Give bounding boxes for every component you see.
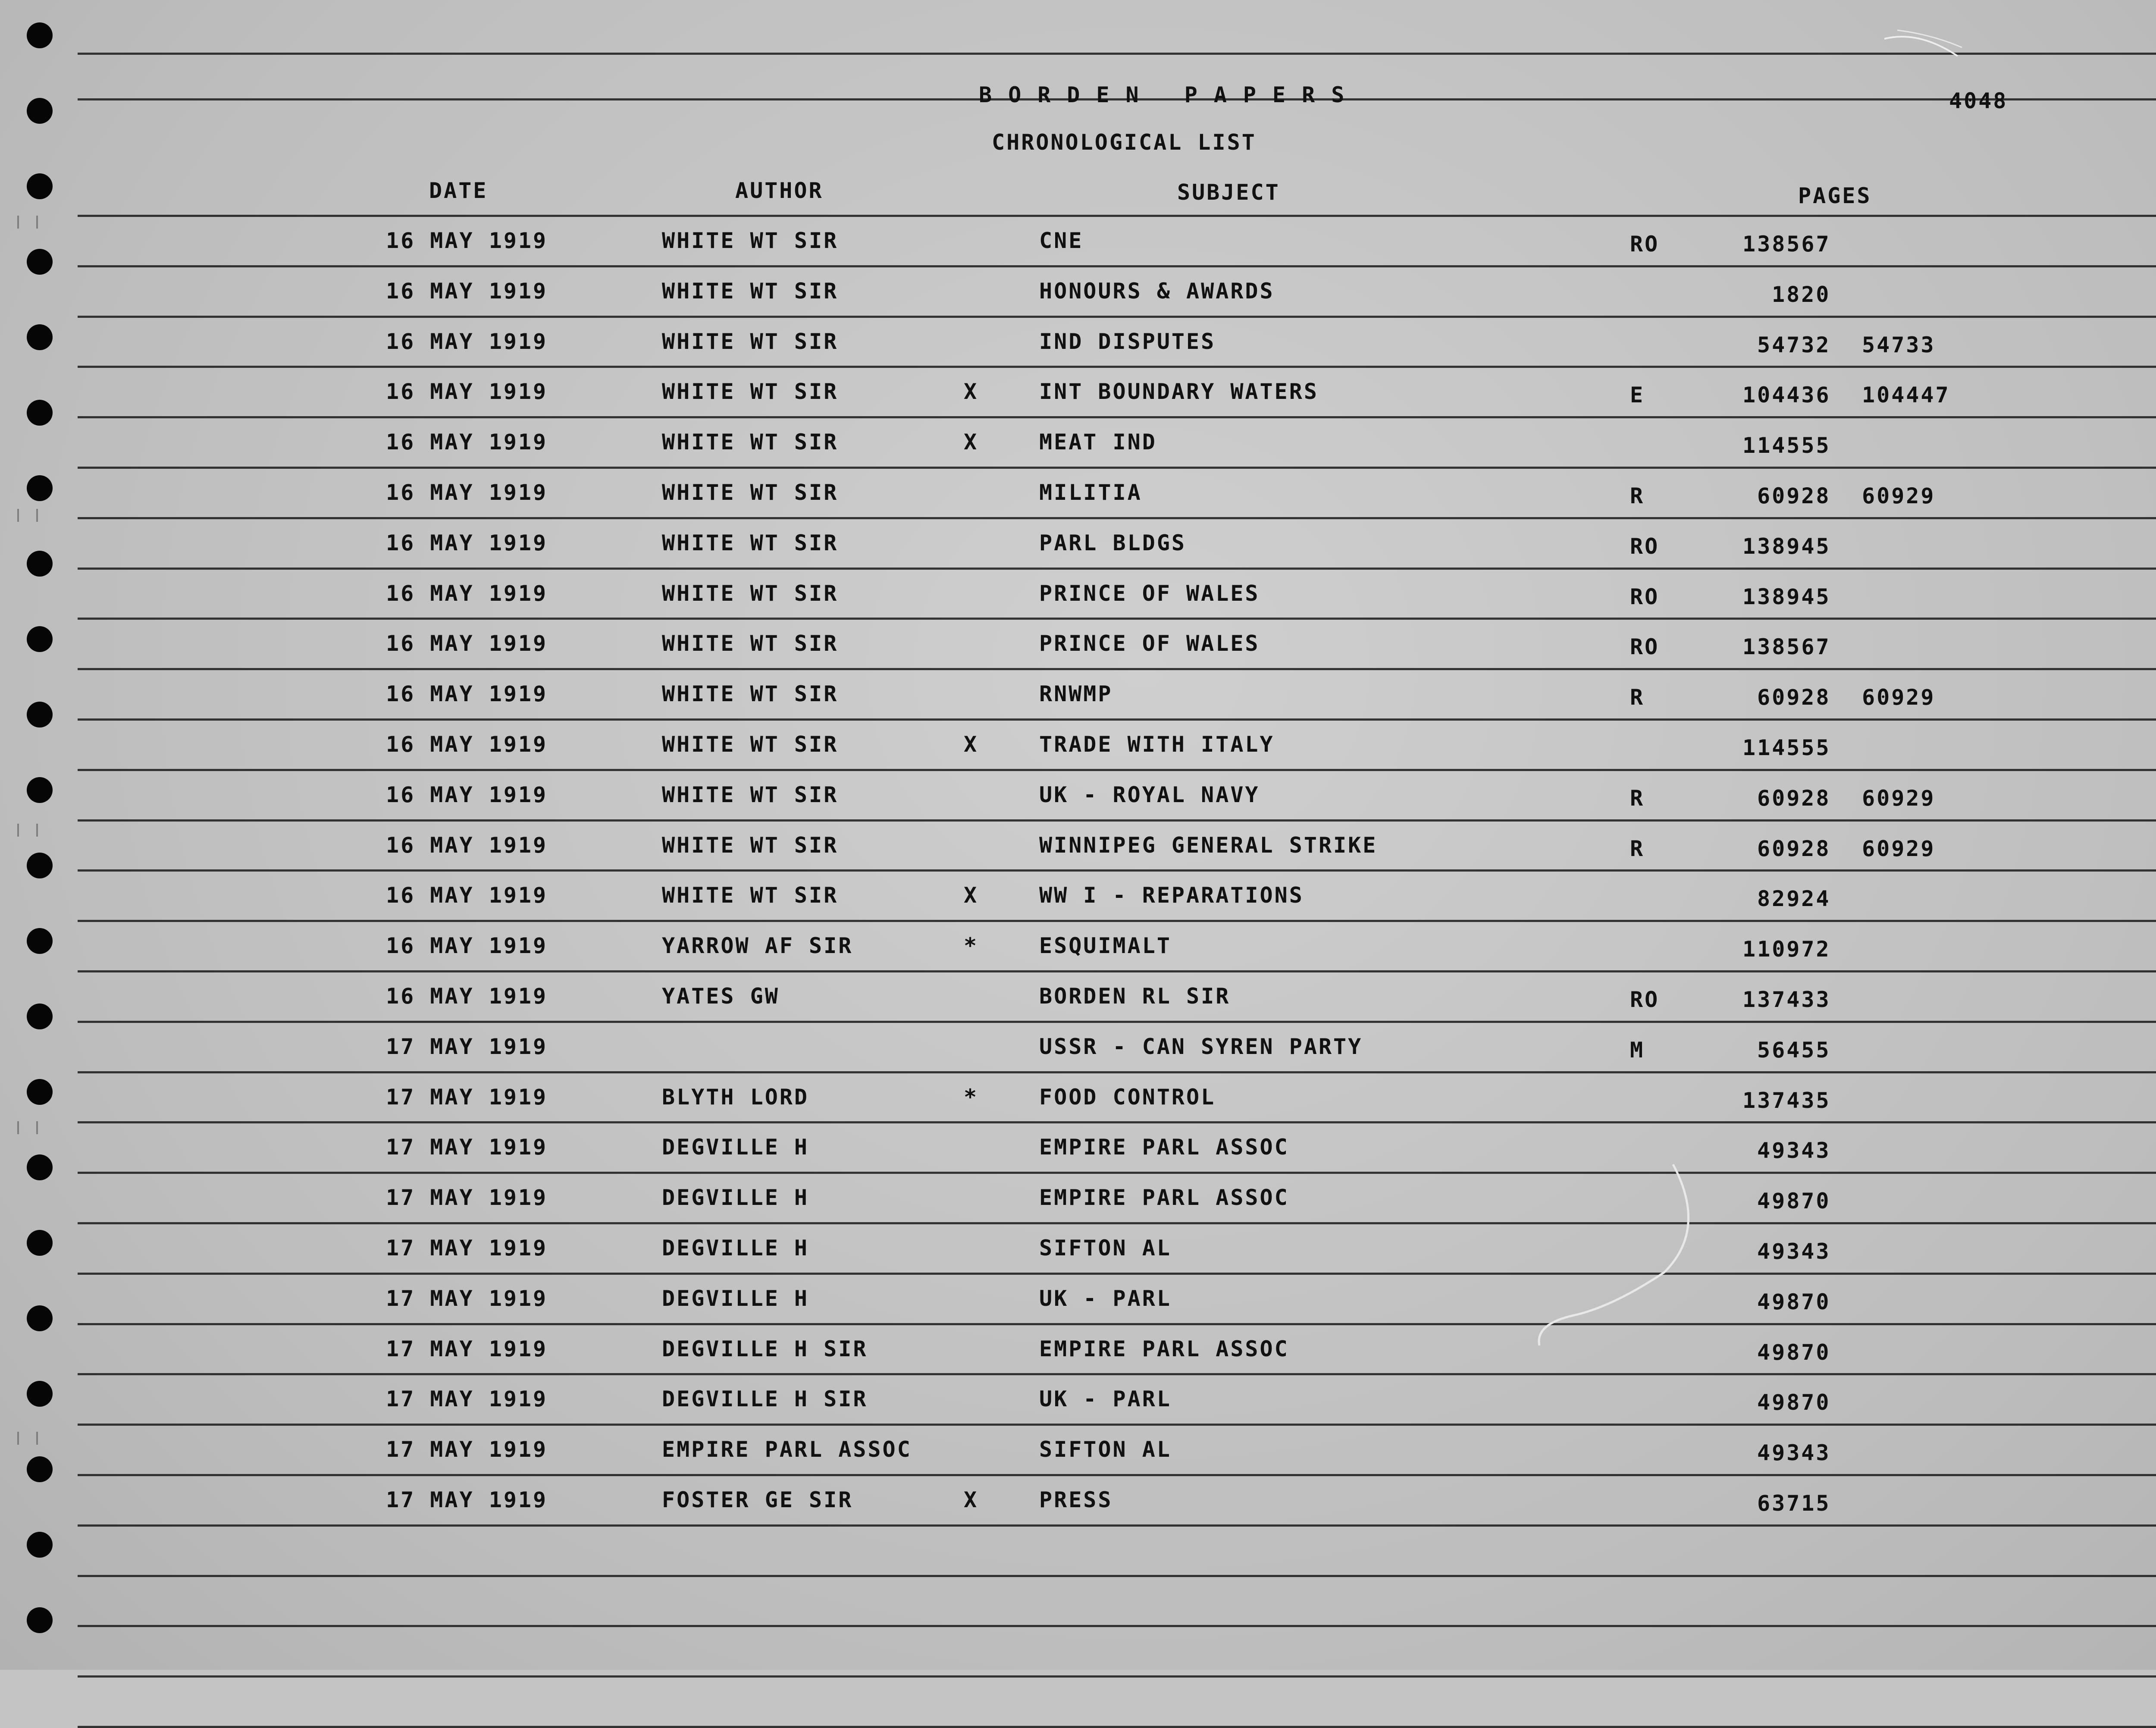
subject-cell: SIFTON AL <box>1039 1236 1172 1261</box>
author-cell: WHITE WT SIR <box>662 530 839 555</box>
mark-cell: X <box>964 1487 979 1512</box>
ruled-line <box>78 265 2156 267</box>
page-cell: 114555 <box>1742 433 1831 458</box>
subject-cell: WW I - REPARATIONS <box>1039 883 1304 908</box>
mark-cell: X <box>964 379 979 404</box>
author-cell: DEGVILLE H <box>662 1236 809 1261</box>
subject-cell: PRINCE OF WALES <box>1039 631 1260 656</box>
page-cell: 110972 <box>1742 937 1831 962</box>
code-cell: E <box>1630 383 1645 408</box>
author-cell: FOSTER GE SIR <box>662 1487 853 1512</box>
page-cell: 60929 <box>1862 483 1936 508</box>
mark-cell: X <box>964 883 979 908</box>
date-cell: 17 MAY 1919 <box>386 1236 548 1261</box>
ruled-line <box>78 769 2156 771</box>
date-cell: 17 MAY 1919 <box>386 1437 548 1462</box>
page-cell: 60929 <box>1862 836 1936 861</box>
subject-cell: TRADE WITH ITALY <box>1039 732 1275 757</box>
date-cell: 17 MAY 1919 <box>386 1185 548 1210</box>
ruled-line <box>78 53 2156 55</box>
feed-hole <box>27 1154 53 1180</box>
author-cell: DEGVILLE H <box>662 1185 809 1210</box>
perforation-mark <box>17 1432 38 1445</box>
page-cell: 49870 <box>1757 1340 1831 1365</box>
author-cell: DEGVILLE H <box>662 1135 809 1160</box>
date-cell: 17 MAY 1919 <box>386 1034 548 1059</box>
date-cell: 17 MAY 1919 <box>386 1085 548 1110</box>
page-title: BORDEN PAPERS <box>979 82 1361 107</box>
ruled-line <box>78 1474 2156 1476</box>
code-cell: RO <box>1630 534 1660 559</box>
mark-cell: X <box>964 732 979 757</box>
feed-hole <box>27 1004 53 1029</box>
ruled-line <box>78 1323 2156 1325</box>
author-cell: EMPIRE PARL ASSOC <box>662 1437 912 1462</box>
code-cell: RO <box>1630 232 1660 257</box>
author-cell: WHITE WT SIR <box>662 732 839 757</box>
feed-hole <box>27 1607 53 1633</box>
page-cell: 138567 <box>1742 232 1831 257</box>
author-cell: WHITE WT SIR <box>662 480 839 505</box>
subject-cell: CNE <box>1039 228 1084 253</box>
mark-cell: * <box>964 1085 979 1110</box>
subject-cell: EMPIRE PARL ASSOC <box>1039 1135 1289 1160</box>
list-subtitle: CHRONOLOGICAL LIST <box>992 130 1257 155</box>
perforation-mark <box>17 509 38 522</box>
author-cell: YATES GW <box>662 984 780 1009</box>
page-cell: 60929 <box>1862 685 1936 710</box>
page-cell: 49343 <box>1757 1239 1831 1264</box>
subject-cell: INT BOUNDARY WATERS <box>1039 379 1319 404</box>
page-cell: 104447 <box>1862 383 1950 408</box>
code-cell: R <box>1630 836 1645 861</box>
page-cell: 49870 <box>1757 1189 1831 1214</box>
ruled-line <box>78 1524 2156 1527</box>
page-cell: 1820 <box>1772 282 1831 307</box>
code-cell: R <box>1630 685 1645 710</box>
date-cell: 16 MAY 1919 <box>386 883 548 908</box>
ruled-line <box>78 1172 2156 1174</box>
subject-cell: EMPIRE PARL ASSOC <box>1039 1185 1289 1210</box>
ruled-line <box>78 1675 2156 1678</box>
ruled-line <box>78 618 2156 620</box>
code-cell: R <box>1630 786 1645 811</box>
subject-cell: MEAT IND <box>1039 430 1157 455</box>
subject-cell: PARL BLDGS <box>1039 530 1187 555</box>
ruled-line <box>78 1726 2156 1728</box>
feed-hole <box>27 400 53 426</box>
subject-cell: FOOD CONTROL <box>1039 1085 1216 1110</box>
page-cell: 63715 <box>1757 1491 1831 1516</box>
date-cell: 16 MAY 1919 <box>386 480 548 505</box>
mark-cell: * <box>964 933 979 958</box>
page-cell: 138567 <box>1742 634 1831 659</box>
ruled-line <box>78 970 2156 972</box>
page-cell: 60929 <box>1862 786 1936 811</box>
date-cell: 16 MAY 1919 <box>386 732 548 757</box>
page-cell: 60928 <box>1757 483 1831 508</box>
subject-cell: SIFTON AL <box>1039 1437 1172 1462</box>
page-cell: 49870 <box>1757 1289 1831 1314</box>
feed-hole <box>27 22 53 48</box>
ruled-line <box>78 366 2156 368</box>
date-cell: 17 MAY 1919 <box>386 1386 548 1411</box>
code-cell: RO <box>1630 634 1660 659</box>
ruled-line <box>78 416 2156 418</box>
feed-hole <box>27 1456 53 1482</box>
author-cell: WHITE WT SIR <box>662 681 839 706</box>
subject-cell: UK - PARL <box>1039 1286 1172 1311</box>
ruled-line <box>78 467 2156 469</box>
feed-hole <box>27 853 53 878</box>
code-cell: R <box>1630 483 1645 508</box>
date-cell: 16 MAY 1919 <box>386 681 548 706</box>
feed-hole <box>27 1381 53 1407</box>
feed-hole <box>27 1532 53 1558</box>
subject-cell: PRINCE OF WALES <box>1039 581 1260 606</box>
author-cell: DEGVILLE H <box>662 1286 809 1311</box>
date-cell: 17 MAY 1919 <box>386 1487 548 1512</box>
page-cell: 60928 <box>1757 685 1831 710</box>
ruled-line <box>78 316 2156 318</box>
author-cell: WHITE WT SIR <box>662 782 839 807</box>
mark-cell: X <box>964 430 979 455</box>
perforation-mark <box>17 824 38 837</box>
page-cell: 54733 <box>1862 332 1936 358</box>
page-cell: 49343 <box>1757 1440 1831 1465</box>
author-cell: WHITE WT SIR <box>662 430 839 455</box>
feed-hole <box>27 928 53 954</box>
feed-hole <box>27 1079 53 1105</box>
feed-hole <box>27 475 53 501</box>
ruled-line <box>78 1424 2156 1426</box>
page-cell: 56455 <box>1757 1038 1831 1063</box>
page-cell: 138945 <box>1742 584 1831 609</box>
ruled-line <box>78 1373 2156 1375</box>
author-cell: WHITE WT SIR <box>662 379 839 404</box>
ruled-line <box>78 1071 2156 1073</box>
feed-hole <box>27 98 53 124</box>
column-header-pages: PAGES <box>1798 183 1872 208</box>
author-cell: WHITE WT SIR <box>662 228 839 253</box>
page-cell: 137433 <box>1742 987 1831 1012</box>
page-cell: 49870 <box>1757 1390 1831 1415</box>
page-cell: 60928 <box>1757 786 1831 811</box>
date-cell: 16 MAY 1919 <box>386 329 548 354</box>
feed-hole <box>27 551 53 577</box>
page-cell: 104436 <box>1742 383 1831 408</box>
author-cell: BLYTH LORD <box>662 1085 809 1110</box>
date-cell: 17 MAY 1919 <box>386 1135 548 1160</box>
date-cell: 16 MAY 1919 <box>386 984 548 1009</box>
subject-cell: BORDEN RL SIR <box>1039 984 1231 1009</box>
subject-cell: HONOURS & AWARDS <box>1039 279 1275 304</box>
subject-cell: MILITIA <box>1039 480 1142 505</box>
subject-cell: WINNIPEG GENERAL STRIKE <box>1039 833 1378 858</box>
column-header-author: AUTHOR <box>735 178 824 203</box>
author-cell: DEGVILLE H SIR <box>662 1336 868 1361</box>
page-cell: 82924 <box>1757 886 1831 911</box>
author-cell: WHITE WT SIR <box>662 581 839 606</box>
page-number: 4048 <box>1949 88 2008 113</box>
page-cell: 138945 <box>1742 534 1831 559</box>
feed-hole <box>27 777 53 803</box>
column-header-subject: SUBJECT <box>1177 180 1280 205</box>
code-cell: RO <box>1630 987 1660 1012</box>
subject-cell: IND DISPUTES <box>1039 329 1216 354</box>
page-cell: 49343 <box>1757 1138 1831 1163</box>
date-cell: 16 MAY 1919 <box>386 379 548 404</box>
subject-cell: UK - ROYAL NAVY <box>1039 782 1260 807</box>
author-cell: DEGVILLE H SIR <box>662 1386 868 1411</box>
scratch-mark <box>1880 26 1966 60</box>
perforation-mark <box>17 1121 38 1134</box>
ruled-line <box>78 869 2156 872</box>
subject-cell: RNWMP <box>1039 681 1113 706</box>
ruled-line <box>78 1273 2156 1275</box>
date-cell: 16 MAY 1919 <box>386 228 548 253</box>
feed-hole <box>27 702 53 728</box>
code-cell: M <box>1630 1038 1645 1063</box>
ruled-line <box>78 819 2156 822</box>
date-cell: 16 MAY 1919 <box>386 631 548 656</box>
date-cell: 16 MAY 1919 <box>386 430 548 455</box>
subject-cell: EMPIRE PARL ASSOC <box>1039 1336 1289 1361</box>
ruled-line <box>78 517 2156 519</box>
author-cell: WHITE WT SIR <box>662 329 839 354</box>
author-cell: YARROW AF SIR <box>662 933 853 958</box>
date-cell: 17 MAY 1919 <box>386 1286 548 1311</box>
date-cell: 16 MAY 1919 <box>386 833 548 858</box>
ruled-line <box>78 1222 2156 1224</box>
ruled-line <box>78 1021 2156 1023</box>
ruled-line <box>78 920 2156 922</box>
ruled-line <box>78 215 2156 217</box>
date-cell: 16 MAY 1919 <box>386 782 548 807</box>
page-cell: 54732 <box>1757 332 1831 358</box>
subject-cell: ESQUIMALT <box>1039 933 1172 958</box>
date-cell: 17 MAY 1919 <box>386 1336 548 1361</box>
ruled-line <box>78 568 2156 570</box>
feed-hole <box>27 173 53 199</box>
feed-hole <box>27 1305 53 1331</box>
feed-hole <box>27 1230 53 1256</box>
author-cell: WHITE WT SIR <box>662 883 839 908</box>
ruled-line <box>78 668 2156 670</box>
code-cell: RO <box>1630 584 1660 609</box>
feed-hole <box>27 626 53 652</box>
column-header-date: DATE <box>429 178 488 203</box>
page-cell: 137435 <box>1742 1088 1831 1113</box>
page-cell: 114555 <box>1742 735 1831 760</box>
date-cell: 16 MAY 1919 <box>386 581 548 606</box>
author-cell: WHITE WT SIR <box>662 631 839 656</box>
author-cell: WHITE WT SIR <box>662 279 839 304</box>
subject-cell: UK - PARL <box>1039 1386 1172 1411</box>
subject-cell: USSR - CAN SYREN PARTY <box>1039 1034 1363 1059</box>
date-cell: 16 MAY 1919 <box>386 933 548 958</box>
ruled-line <box>78 1575 2156 1577</box>
perforation-mark <box>17 216 38 229</box>
feed-hole <box>27 324 53 350</box>
author-cell: WHITE WT SIR <box>662 833 839 858</box>
page-cell: 60928 <box>1757 836 1831 861</box>
paper-crease-mark <box>1509 1160 1716 1376</box>
feed-hole <box>27 249 53 275</box>
subject-cell: PRESS <box>1039 1487 1113 1512</box>
ruled-line <box>78 718 2156 721</box>
date-cell: 16 MAY 1919 <box>386 530 548 555</box>
ruled-line <box>78 1121 2156 1123</box>
date-cell: 16 MAY 1919 <box>386 279 548 304</box>
ruled-line <box>78 1625 2156 1627</box>
